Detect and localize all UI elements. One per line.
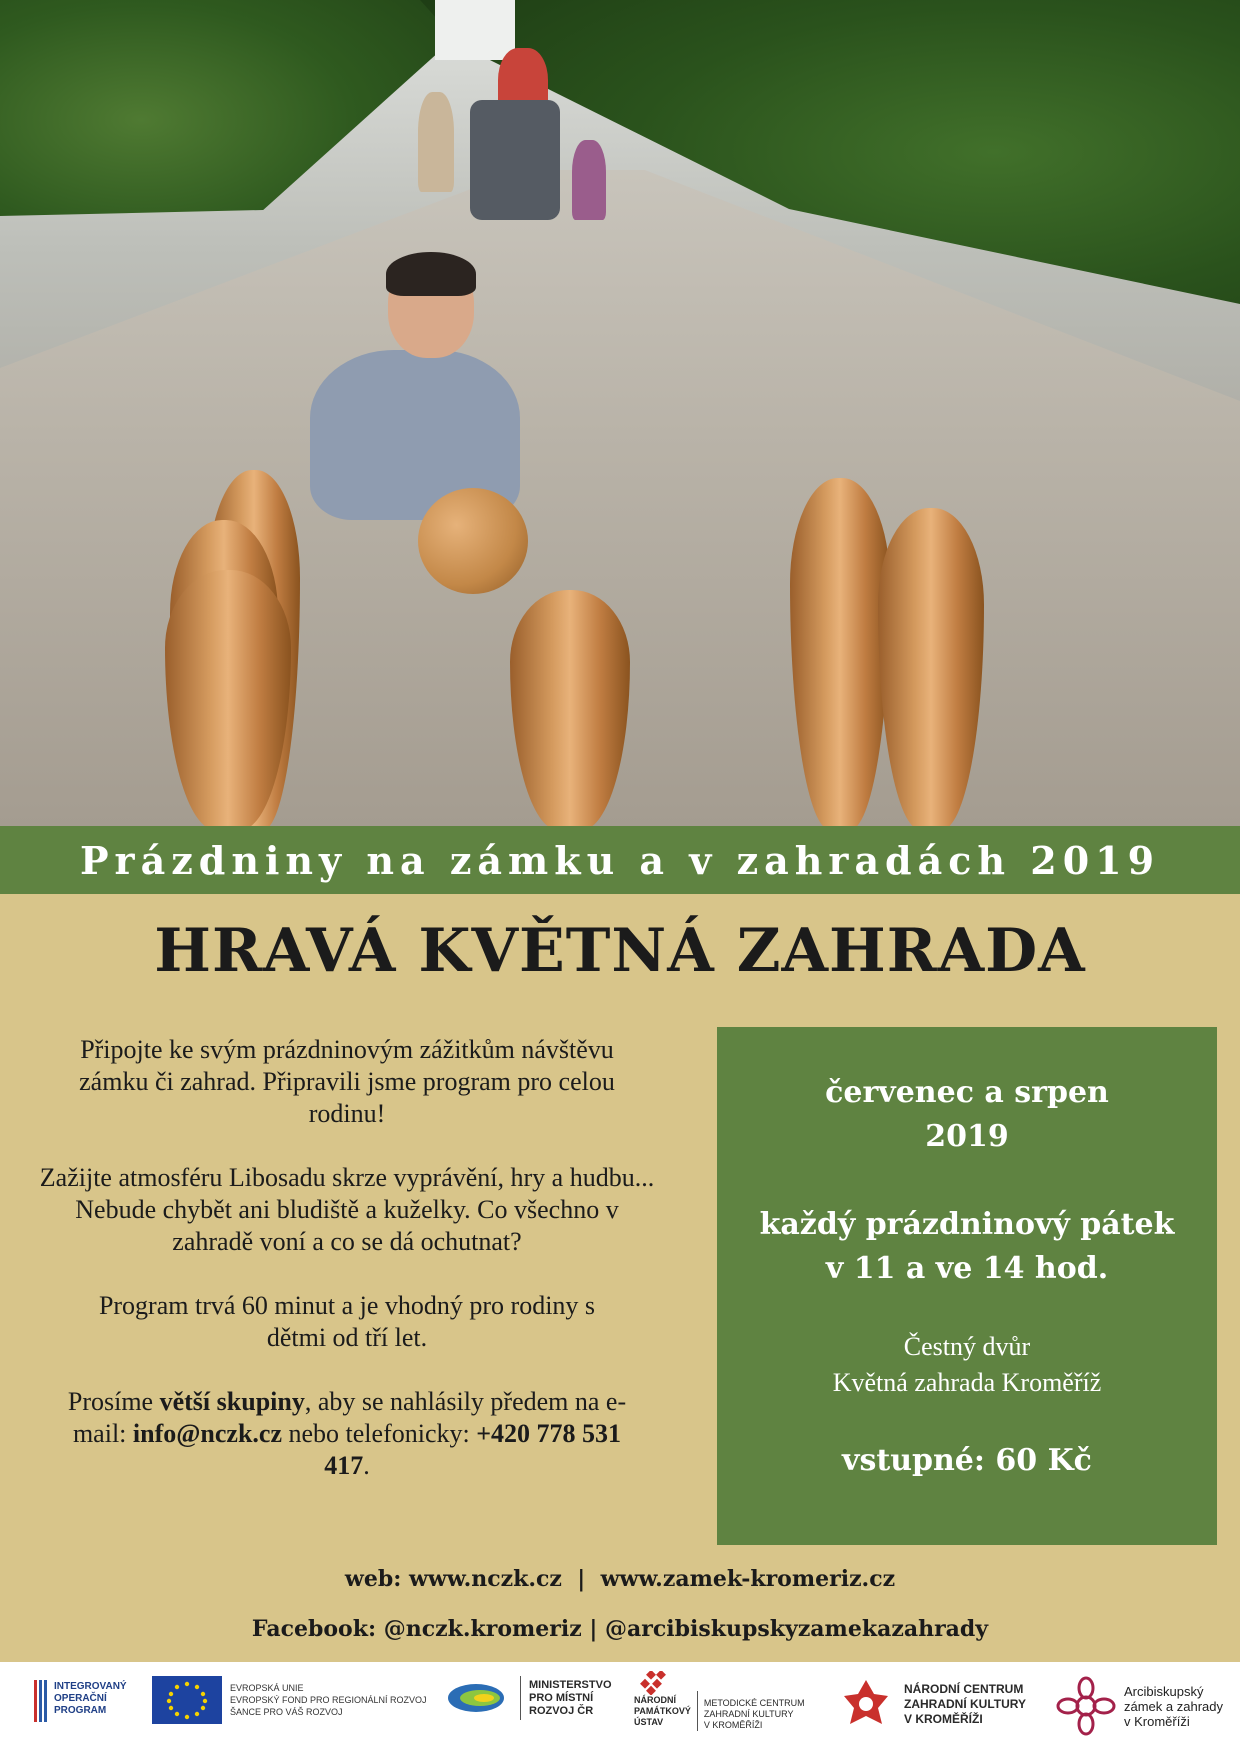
contact-text: . xyxy=(363,1451,370,1480)
contact-text: nebo telefonicky: xyxy=(282,1419,477,1448)
event-months: červenec a srpen xyxy=(825,1075,1109,1110)
logo-text: METODICKÉ CENTRUM xyxy=(703,1698,805,1708)
web-links[interactable]: web: www.nczk.cz | www.zamek-kromeriz.cz xyxy=(344,1566,896,1592)
title-banner xyxy=(0,826,1240,894)
skittle-pin xyxy=(790,478,890,826)
iop-logo xyxy=(34,1676,127,1722)
logo-text: EVROPSKÝ FOND PRO REGIONÁLNÍ ROZVOJ xyxy=(230,1695,427,1705)
event-place: Květná zahrada Kroměříž xyxy=(832,1368,1102,1397)
logo-text: MINISTERSTVO xyxy=(529,1678,612,1691)
skittle-pin xyxy=(878,508,984,826)
hero-photo xyxy=(0,0,1240,826)
logo-text: PROGRAM xyxy=(54,1705,107,1716)
logo-text: NÁRODNÍ xyxy=(634,1695,676,1705)
nczk-logo xyxy=(838,1676,1026,1732)
event-title: HRAVÁ KVĚTNÁ ZAHRADA xyxy=(154,916,1086,986)
contact-text: , aby se nahlásily předem na e-mail: xyxy=(72,1387,627,1448)
skittle-pin xyxy=(510,590,630,826)
logo-text: Arcibiskupský xyxy=(1124,1683,1204,1699)
content-area xyxy=(0,894,1240,1662)
contact-paragraph xyxy=(22,1386,672,1482)
description-paragraph: Zažijte atmosféru Libosadu skrze vyprávění, hry a hudbu... Nebude chybět ani bludiště a kuželky. Co všechno v zahradě voní a co se dá ochutnat? xyxy=(39,1163,655,1256)
eu-flag-icon xyxy=(152,1676,222,1724)
logo-text: ŠANCE PRO VÁŠ ROZVOJ xyxy=(230,1707,343,1717)
contact-email-link[interactable]: info@nczk.cz xyxy=(132,1419,282,1448)
boy-hair xyxy=(386,252,476,296)
wooden-ball xyxy=(418,488,528,594)
npu-logo xyxy=(634,1668,805,1731)
npu-diamond-icon xyxy=(634,1671,676,1695)
child-walking xyxy=(572,140,606,220)
iop-bars-icon xyxy=(34,1676,48,1722)
logo-text: NÁRODNÍ CENTRUM xyxy=(904,1681,1024,1696)
description-paragraph: Připojte ke svým prázdninovým zážitkům návštěvu zámku či zahrad. Připravili jsme program pro celou rodinu! xyxy=(79,1035,615,1128)
mmr-logo xyxy=(446,1676,612,1720)
logo-text: PAMÁTKOVÝ xyxy=(634,1706,691,1716)
contact-phone[interactable]: +420 778 531 417 xyxy=(324,1419,622,1480)
eu-logo xyxy=(152,1676,427,1724)
contact-text: Prosíme xyxy=(67,1387,160,1416)
logo-text: INTEGROVANÝ xyxy=(54,1681,127,1692)
facebook-links[interactable]: Facebook: @nczk.kromeriz | @arcibiskupskyzamekazahrady xyxy=(251,1616,989,1642)
event-place: Čestný dvůr xyxy=(903,1332,1031,1361)
event-day: každý prázdninový pátek xyxy=(759,1207,1175,1242)
logo-text: V KROMĚŘÍŽI xyxy=(904,1711,983,1726)
event-year: 2019 xyxy=(925,1119,1009,1154)
skittle-pin xyxy=(165,570,291,826)
mmr-swirl-icon xyxy=(446,1678,512,1718)
event-info-box xyxy=(717,1027,1217,1545)
contact-emphasis: větší skupiny xyxy=(159,1387,305,1416)
logo-text: ZAHRADNÍ KULTURY xyxy=(703,1709,794,1719)
description-paragraph: Program trvá 60 minut a je vhodný pro rodiny s dětmi od tří let. xyxy=(98,1291,596,1352)
logo-text: zámek a zahrady xyxy=(1124,1698,1223,1714)
logo-text: ROZVOJ ČR xyxy=(529,1704,594,1717)
event-times: v 11 a ve 14 hod. xyxy=(825,1251,1109,1286)
flower-emblem-icon xyxy=(1056,1676,1116,1736)
sky xyxy=(435,0,515,60)
event-price: vstupné: 60 Kč xyxy=(842,1443,1092,1478)
logo-text: PRO MÍSTNÍ xyxy=(529,1691,594,1704)
banner-text: Prázdniny na zámku a v zahradách 2019 xyxy=(79,837,1161,883)
logo-text: EVROPSKÁ UNIE xyxy=(230,1683,304,1693)
logo-text: ÚSTAV xyxy=(634,1717,664,1727)
logo-text: OPERAČNÍ xyxy=(54,1693,107,1704)
arcibiskupsky-logo xyxy=(1056,1676,1223,1736)
description xyxy=(22,1034,672,1514)
person-walking xyxy=(418,92,454,192)
logo-text: v Kroměříži xyxy=(1124,1713,1190,1729)
nczk-emblem-icon xyxy=(838,1676,894,1732)
logo-footer xyxy=(0,1662,1240,1754)
logo-text: ZAHRADNÍ KULTURY xyxy=(904,1696,1026,1711)
stroller xyxy=(470,100,560,220)
logo-text: V KROMĚŘÍŽI xyxy=(703,1720,763,1730)
